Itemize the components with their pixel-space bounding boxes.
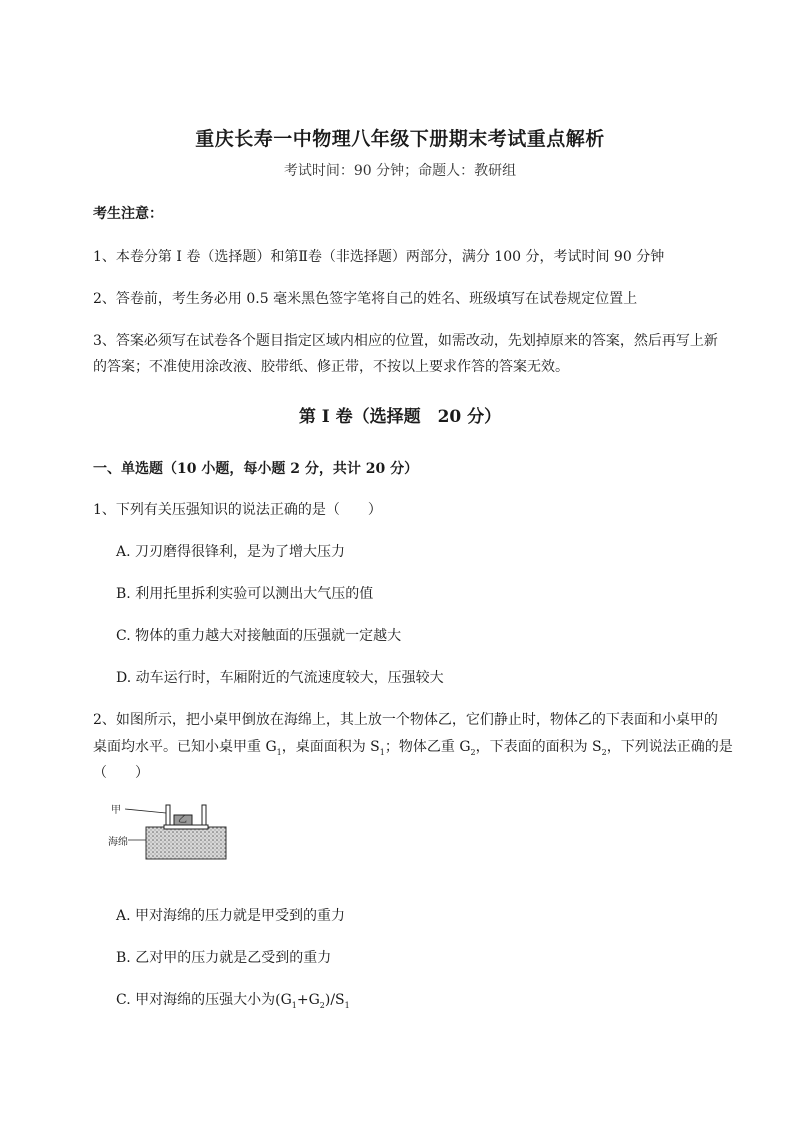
question-2-option-c: C. 甲对海绵的压强大小为$(G_1+G_2)/S_1$	[116, 992, 350, 1010]
page-title: 重庆长寿一中物理八年级下册期末考试重点解析	[195, 128, 605, 150]
section-title: 第 I 卷（选择题 20 分）	[298, 407, 502, 427]
notice-item: 3、答案必须写在试卷各个题目指定区域内相应的位置，如需改动，先划掉原来的答案，然后再写上新	[93, 333, 718, 349]
question-1-option-d: D. 动车运行时，车厢附近的气流速度较大，压强较大	[116, 670, 444, 686]
question-2-stem-line3: （ ）	[93, 765, 149, 781]
label-sponge: 海绵	[108, 837, 128, 848]
question-2-option-b: B. 乙对甲的压力就是乙受到的重力	[116, 950, 332, 966]
question-1-option-b: B. 利用托里拆利实验可以测出大气压的值	[116, 586, 374, 602]
exam-info: 考试时间：90 分钟；命题人：教研组	[283, 163, 517, 179]
question-2-stem-line2: 桌面均水平。已知小桌甲重 $G_1$，桌面面积为 $S_1$；物体乙重 $G_2$，下表面的面积为 $S_2$，下列说法正确的是	[93, 739, 733, 757]
question-1-option-c: C. 物体的重力越大对接触面的压强就一定越大	[116, 628, 402, 644]
table-on-sponge-figure	[108, 803, 228, 863]
question-2-stem-line1: 2、如图所示，把小桌甲倒放在海绵上，其上放一个物体乙，它们静止时，物体乙的下表面和小桌甲的	[93, 712, 718, 728]
notice-item-continued: 的答案；不准使用涂改液、胶带纸、修正带，不按以上要求作答的答案无效。	[93, 359, 569, 375]
table-leg-right	[202, 805, 206, 825]
table-leg-left	[166, 805, 170, 825]
table-top	[164, 825, 208, 829]
notice-item: 1、本卷分第 I 卷（选择题）和第Ⅱ卷（非选择题）两部分，满分 100 分，考试时间 90 分钟	[93, 249, 665, 265]
notice-heading: 考生注意：	[93, 206, 163, 222]
question-2-option-a: A. 甲对海绵的压力就是甲受到的重力	[116, 908, 346, 924]
label-yi: 乙	[178, 815, 188, 825]
part-heading: 一、单选题（10 小题，每小题 2 分，共计 20 分）	[93, 461, 419, 477]
label-pointer-jia	[125, 809, 166, 813]
notice-item: 2、答卷前，考生务必用 0.5 毫米黑色签字笔将自己的姓名、班级填写在试卷规定位置上	[93, 291, 638, 307]
label-jia: 甲	[111, 805, 121, 816]
question-1-option-a: A. 刀刃磨得很锋利，是为了增大压力	[116, 544, 346, 560]
question-1-stem: 1、下列有关压强知识的说法正确的是（ ）	[93, 502, 382, 518]
sponge-block	[146, 827, 226, 859]
